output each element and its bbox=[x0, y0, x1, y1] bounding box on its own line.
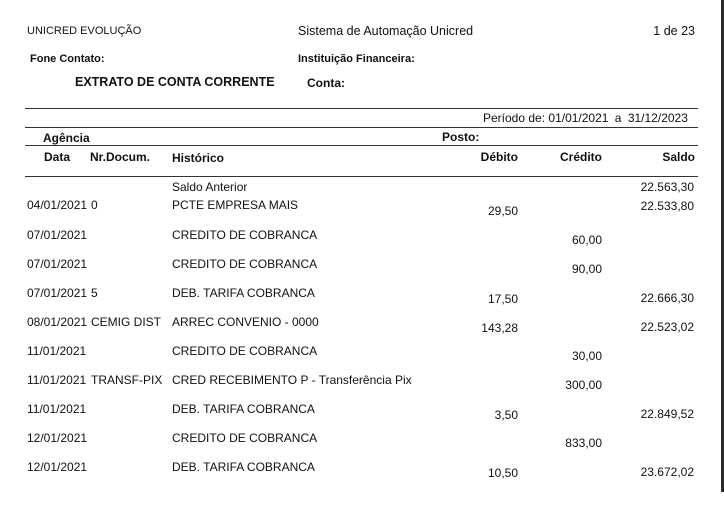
row-doc: CEMIG DIST bbox=[91, 315, 162, 329]
row-debit: 143,28 bbox=[481, 321, 518, 335]
table-row bbox=[0, 180, 724, 200]
row-hist: Saldo Anterior bbox=[172, 180, 248, 194]
table-row bbox=[0, 373, 724, 393]
col-debito: Débito bbox=[480, 150, 518, 164]
row-balance: 22.523,02 bbox=[640, 320, 694, 334]
row-date: 07/01/2021 bbox=[27, 257, 88, 271]
row-date: 12/01/2021 bbox=[27, 460, 88, 474]
divider-period bbox=[25, 127, 698, 128]
table-row bbox=[0, 228, 724, 248]
period-start: 01/01/2021 bbox=[548, 111, 609, 125]
table-row bbox=[0, 460, 724, 480]
institution-label: Instituição Financeira: bbox=[298, 53, 415, 65]
row-date: 12/01/2021 bbox=[27, 431, 88, 445]
col-credito: Crédito bbox=[560, 150, 602, 164]
row-balance: 22.533,80 bbox=[640, 199, 694, 213]
col-data: Data bbox=[44, 150, 71, 164]
row-date: 11/01/2021 bbox=[27, 402, 87, 416]
row-doc: 5 bbox=[91, 286, 98, 300]
system-name: Sistema de Automação Unicred bbox=[298, 24, 474, 38]
period bbox=[483, 111, 688, 125]
row-debit: 29,50 bbox=[487, 204, 518, 218]
row-date: 08/01/2021 bbox=[27, 315, 88, 329]
row-date: 07/01/2021 bbox=[27, 286, 88, 300]
table-row-cut bbox=[0, 486, 724, 506]
period-label: Período de: bbox=[483, 111, 546, 125]
row-debit: 3,50 bbox=[494, 408, 518, 422]
row-hist: DEB. TARIFA COBRANCA bbox=[172, 460, 315, 474]
table-row bbox=[0, 198, 724, 218]
table-row bbox=[0, 344, 724, 364]
document-title: EXTRATO DE CONTA CORRENTE bbox=[75, 75, 275, 89]
page-indicator: 1 de 23 bbox=[653, 24, 695, 38]
row-date: 11/01/2021 bbox=[27, 373, 87, 387]
fone-label: Fone Contato: bbox=[30, 53, 105, 65]
row-hist: ARREC CONVENIO - 0000 bbox=[172, 315, 319, 329]
row-date: 11/01/2021 bbox=[27, 344, 87, 358]
row-credit: 90,00 bbox=[571, 262, 602, 276]
col-historico: Histórico bbox=[172, 151, 225, 165]
row-credit: 30,00 bbox=[571, 349, 602, 363]
col-doc: Nr.Docum. bbox=[90, 150, 151, 164]
divider-header bbox=[25, 176, 698, 177]
divider-agencia bbox=[25, 145, 698, 146]
table-row bbox=[0, 431, 724, 451]
row-balance: 22.563,30 bbox=[640, 180, 694, 194]
row-balance: 22.666,30 bbox=[640, 291, 694, 305]
table-row bbox=[0, 402, 724, 422]
row-hist: DEB. TARIFA COBRANCA bbox=[172, 402, 315, 416]
divider-top bbox=[25, 108, 698, 109]
row-hist: CREDITO DE COBRANCA bbox=[172, 228, 318, 242]
row-credit: 300,00 bbox=[565, 378, 602, 392]
row-credit: 60,00 bbox=[571, 233, 602, 247]
row-debit: 17,50 bbox=[487, 292, 518, 306]
row-hist: CREDITO DE COBRANCA bbox=[172, 257, 318, 271]
row-balance: 23.672,02 bbox=[640, 465, 694, 479]
row-doc: TRANSF-PIX bbox=[91, 373, 163, 387]
table-row bbox=[0, 257, 724, 277]
account-label: Conta: bbox=[307, 76, 345, 90]
row-date: 07/01/2021 bbox=[27, 228, 88, 242]
row-date: 04/01/2021 bbox=[27, 198, 88, 212]
row-hist: CREDITO DE COBRANCA bbox=[172, 431, 318, 445]
row-hist: CRED RECEBIMENTO P - Transferência Pix bbox=[172, 373, 412, 387]
period-separator: a bbox=[614, 111, 622, 125]
row-hist: DEB. TARIFA COBRANCA bbox=[172, 286, 315, 300]
row-balance: 22.849,52 bbox=[640, 407, 694, 421]
row-hist: CREDITO DE COBRANCA bbox=[172, 344, 318, 358]
posto-label: Posto: bbox=[442, 130, 480, 144]
row-hist: PCTE EMPRESA MAIS bbox=[172, 198, 299, 212]
row-doc: 0 bbox=[91, 198, 98, 212]
row-credit: 833,00 bbox=[565, 436, 602, 450]
agencia-label: Agência bbox=[43, 131, 90, 145]
org-name: UNICRED EVOLUÇÃO bbox=[27, 25, 142, 37]
col-saldo: Saldo bbox=[662, 150, 695, 164]
row-debit: 10,50 bbox=[487, 466, 518, 480]
period-end: 31/12/2023 bbox=[627, 111, 688, 125]
table-row bbox=[0, 315, 724, 335]
table-row bbox=[0, 286, 724, 306]
